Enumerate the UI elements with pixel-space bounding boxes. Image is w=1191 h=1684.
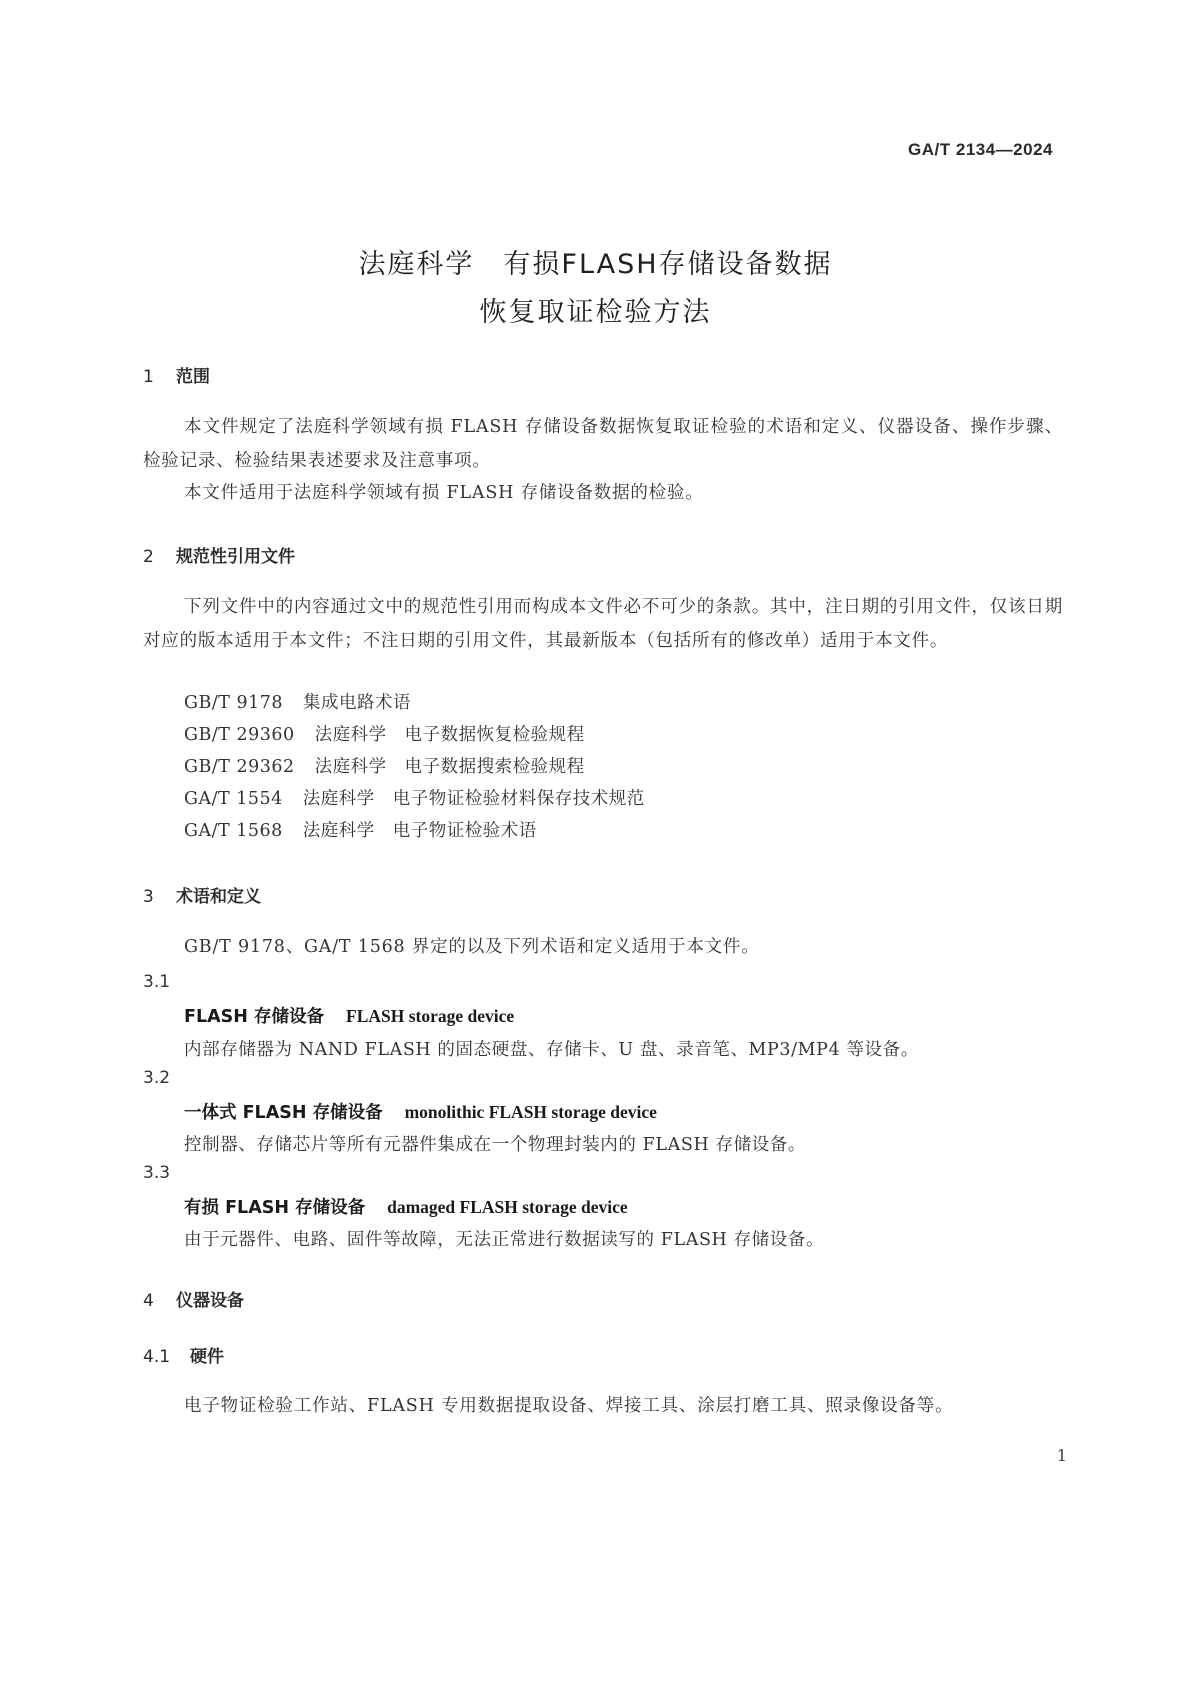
term-name-zh: 有损 FLASH 存储设备 — [184, 1198, 366, 1218]
section-title: 范围 — [176, 367, 210, 387]
section-1-paragraph-1: 本文件规定了法庭科学领域有损 FLASH 存储设备数据恢复取证检验的术语和定义、仪器设备、操作步骤、检验记录、检验结果表述要求及注意事项。 — [143, 417, 1063, 471]
section-number: 3 — [143, 887, 154, 907]
section-1-heading — [143, 362, 1063, 387]
section-4-heading — [143, 1286, 1063, 1311]
reference-code: GB/T 29362 — [184, 757, 295, 777]
term-name-en: monolithic FLASH storage device — [404, 1102, 657, 1122]
reference-title: 法庭科学 电子物证检验材料保存技术规范 — [302, 789, 645, 809]
normative-reference-item — [143, 718, 1104, 752]
section-2-paragraph-1: 下列文件中的内容通过文中的规范性引用而构成本文件必不可少的条款。其中，注日期的引用文件，仅该日期对应的版本适用于本文件；不注日期的引用文件，其最新版本（包括所有的修改单）适用于本文件。 — [143, 597, 1063, 651]
reference-title: 法庭科学 电子数据恢复检验规程 — [314, 725, 585, 745]
section-title: 仪器设备 — [176, 1291, 244, 1311]
term-name-zh: 一体式 FLASH 存储设备 — [184, 1103, 383, 1123]
section-title: 规范性引用文件 — [176, 547, 295, 567]
term-number: 3.3 — [143, 1163, 171, 1183]
document-title-line1: 法庭科学 有损FLASH存储设备数据 — [358, 249, 833, 280]
reference-title: 集成电路术语 — [303, 693, 412, 713]
section-title: 术语和定义 — [176, 887, 261, 907]
section-number: 2 — [143, 547, 154, 567]
term-heading — [143, 1194, 1104, 1219]
standard-code: GA/T 2134—2024 — [908, 140, 1053, 159]
term-heading — [143, 1099, 1104, 1124]
term-number: 3.1 — [143, 972, 171, 992]
reference-title: 法庭科学 电子数据搜索检验规程 — [314, 757, 585, 777]
subsection-4-1-heading — [143, 1342, 1063, 1367]
section-number: 4 — [143, 1291, 154, 1311]
term-name-en: FLASH storage device — [346, 1006, 515, 1026]
reference-code: GA/T 1554 — [184, 789, 283, 809]
normative-reference-item — [143, 782, 1104, 816]
term-heading — [143, 1003, 1104, 1028]
term-name-en: damaged FLASH storage device — [387, 1197, 628, 1217]
term-number: 3.2 — [143, 1068, 171, 1088]
page-number: 1 — [1056, 1446, 1067, 1465]
term-definition: 由于元器件、电路、固件等故障，无法正常进行数据读写的 FLASH 存储设备。 — [184, 1230, 825, 1250]
subsection-number: 4.1 — [143, 1347, 171, 1367]
normative-reference-item — [143, 686, 1104, 720]
reference-title: 法庭科学 电子物证检验术语 — [302, 821, 537, 841]
term-name-zh: FLASH 存储设备 — [184, 1007, 324, 1027]
term-definition: 内部存储器为 NAND FLASH 的固态硬盘、存储卡、U 盘、录音笔、MP3/MP4 等设备。 — [184, 1040, 919, 1060]
section-number: 1 — [143, 367, 154, 387]
section-3-heading — [143, 882, 1063, 907]
document-title-line2: 恢复取证检验方法 — [479, 297, 712, 328]
subsection-4-1-paragraph: 电子物证检验工作站、FLASH 专用数据提取设备、焊接工具、涂层打磨工具、照录像设备等。 — [184, 1396, 954, 1416]
normative-reference-item — [143, 814, 1104, 848]
reference-code: GB/T 9178 — [184, 693, 284, 713]
section-2-heading — [143, 542, 1063, 567]
section-1-paragraph-2: 本文件适用于法庭科学领域有损 FLASH 存储设备数据的检验。 — [184, 483, 704, 503]
normative-reference-item — [143, 750, 1104, 784]
section-3-intro: GB/T 9178、GA/T 1568 界定的以及下列术语和定义适用于本文件。 — [184, 937, 760, 957]
term-definition: 控制器、存储芯片等所有元器件集成在一个物理封装内的 FLASH 存储设备。 — [184, 1135, 806, 1155]
reference-code: GB/T 29360 — [184, 725, 295, 745]
reference-code: GA/T 1568 — [184, 821, 283, 841]
subsection-title: 硬件 — [190, 1347, 224, 1367]
